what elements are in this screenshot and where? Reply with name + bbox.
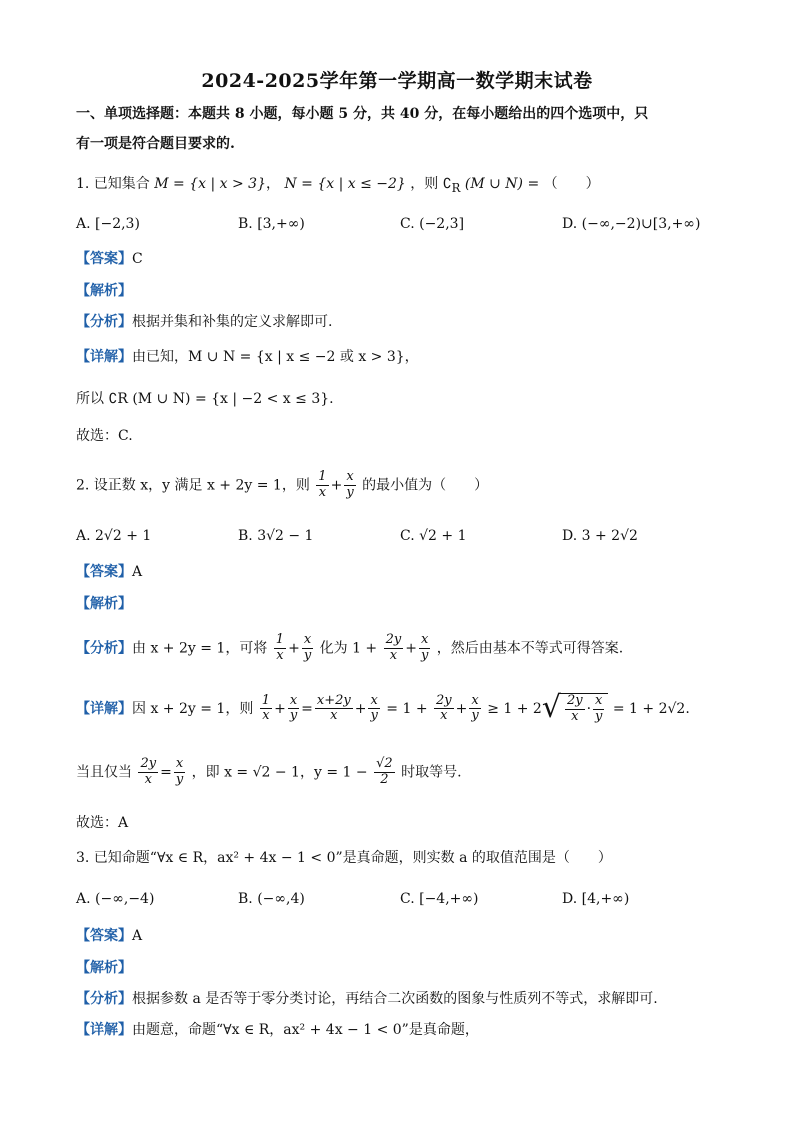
q3-detail: 【详解】由题意，命题“∀x ∈ R，ax² + 4x − 1 < 0”是真命题， xyxy=(76,1022,479,1038)
fraction: $\frac{x}{y}$ xyxy=(370,692,378,724)
fraction: $\frac{x}{y}$ xyxy=(175,756,184,787)
section-heading-line1: 一、单项选择题：本题共 8 小题，每小题 5 分，共 40 分，在每小题给出的四个选项中，只 xyxy=(76,106,649,122)
q1-option-a[interactable]: A. [−2,3) xyxy=(76,216,140,232)
q2-option-b[interactable]: B. 3√2 − 1 xyxy=(238,528,314,544)
fraction: $\frac{2y}{x}$ xyxy=(385,632,402,663)
q1-stem: 1. 已知集合 M = {x | x > 3}， N = {x | x ≤ −2} ，则 $∁_R$ (M ∪ N) = （ ） xyxy=(76,176,600,195)
page-title: 2024-2025学年第一学期高一数学期末试卷 xyxy=(201,70,593,92)
q3-option-d[interactable]: D. [4,+∞) xyxy=(562,891,630,907)
q3-option-b[interactable]: B. (−∞,4) xyxy=(238,891,305,907)
q1-detail: 【详解】由已知，M ∪ N = {x | x ≤ −2 或 x > 3}， xyxy=(76,349,419,365)
q1-option-d[interactable]: D. (−∞,−2)∪[3,+∞) xyxy=(562,216,701,232)
fraction: $\frac{2y}{x}$ xyxy=(436,692,452,724)
q1-option-c[interactable]: C. (−2,3] xyxy=(400,216,465,232)
fraction: $\frac{x}{y}$ xyxy=(346,469,354,500)
fraction: $\frac{x}{y}$ xyxy=(471,692,479,724)
fraction: $\frac{x+2y}{x}$ xyxy=(316,692,351,724)
fraction: $\frac{1}{x}$ xyxy=(275,632,285,663)
q1-conclusion: 故选：C. xyxy=(76,428,133,444)
q1-step: 所以 ∁R (M ∪ N) = {x | −2 < x ≤ 3}. xyxy=(76,391,334,407)
q3-stem: 3. 已知命题“∀x ∈ R，ax² + 4x − 1 < 0”是真命题，则实数 a 的取值范围是（ ） xyxy=(76,850,612,866)
q2-option-a[interactable]: A. 2√2 + 1 xyxy=(76,528,152,544)
q2-fenxi: 【分析】由 x + 2y = 1，可将 $\frac{1}{x}$ + $\frac{x}{y}$ 化为 1 + $\frac{2y}{x}$ + $\frac{x}{y}$ ，然后由基本不等式可得答案. xyxy=(76,632,624,663)
square-root: √ $\frac{2y}{x}$ · $\frac{x}{y}$ xyxy=(542,693,609,725)
q2-stem: 2. 设正数 x，y 满足 x + 2y = 1，则 $\frac{1}{x}$ + $\frac{x}{y}$ 的最小值为（ ） xyxy=(76,469,489,500)
q3-option-c[interactable]: C. [−4,+∞) xyxy=(400,891,479,907)
fraction: $\frac{√2}{2}$ xyxy=(376,756,393,787)
q1-answer: 【答案】C xyxy=(76,251,143,267)
q2-conclusion: 故选：A xyxy=(76,815,129,831)
section-heading-line2: 有一项是符合题目要求的. xyxy=(76,136,235,152)
q3-fenxi: 【分析】根据参数 a 是否等于零分类讨论，再结合二次函数的图象与性质列不等式，求解即可. xyxy=(76,991,658,1007)
q3-analysis-label: 【解析】 xyxy=(76,960,132,976)
q2-equality-condition: 当且仅当 $\frac{2y}{x}$ = $\frac{x}{y}$ ，即 x = √2 − 1，y = 1 − $\frac{√2}{2}$ 时取等号. xyxy=(76,756,462,787)
q3-answer: 【答案】A xyxy=(76,928,143,944)
q3-option-a[interactable]: A. (−∞,−4) xyxy=(76,891,155,907)
fraction: $\frac{1}{x}$ xyxy=(261,692,271,724)
fraction: $\frac{x}{y}$ xyxy=(289,692,298,724)
q1-analysis-label: 【解析】 xyxy=(76,283,132,299)
q2-answer: 【答案】A xyxy=(76,564,143,580)
fraction: $\frac{x}{y}$ xyxy=(303,632,312,663)
fraction: $\frac{1}{x}$ xyxy=(318,469,327,500)
q1-fenxi: 【分析】根据并集和补集的定义求解即可. xyxy=(76,314,333,330)
fraction: $\frac{x}{y}$ xyxy=(420,632,429,663)
q2-option-c[interactable]: C. √2 + 1 xyxy=(400,528,467,544)
q2-detail: 【详解】因 x + 2y = 1，则 $\frac{1}{x}$ + $\frac{x}{y}$ = $\frac{x+2y}{x}$ + $\frac{x}{y}$ = 1 + $\frac{2y}{x}$ + $\frac{x}{y}$ ≥ 1 + 2 √ $\frac{2y}{x}$ · $\frac{x}{y}$ = 1 + 2√2. xyxy=(76,690,690,725)
q2-option-d[interactable]: D. 3 + 2√2 xyxy=(562,528,638,544)
fraction: $\frac{2y}{x}$ xyxy=(140,756,157,787)
q1-option-b[interactable]: B. [3,+∞) xyxy=(238,216,305,232)
q2-analysis-label: 【解析】 xyxy=(76,596,132,612)
